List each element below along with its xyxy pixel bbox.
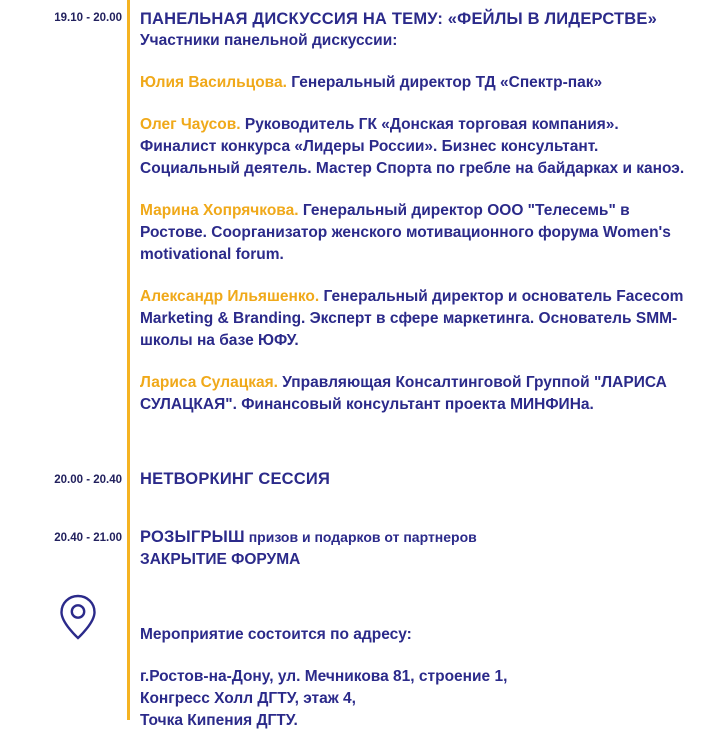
participant-5 — [140, 372, 688, 416]
panel-subtitle: Участники панельной дискуссии: — [140, 32, 398, 49]
participant-bio: Генеральный директор и основатель Facecom Marketing & Branding. Эксперт в сфере маркетинга. Основатель SMM-школы на базе ЮФУ. — [140, 288, 684, 349]
participant-name: Юлия Васильцова. — [140, 74, 287, 91]
location-pin-icon — [58, 594, 98, 640]
time-networking: 20.00 - 20.40 — [54, 474, 122, 486]
participant-3 — [140, 200, 688, 266]
venue-line-1: г.Ростов-на-Дону, ул. Мечникова 81, строение 1, — [140, 668, 508, 685]
time-panel: 19.10 - 20.00 — [54, 12, 122, 24]
participant-1 — [140, 72, 688, 94]
participant-bio: Руководитель ГК «Донская торговая компания». Финалист конкурса «Лидеры России». Бизнес консультант. Социальный деятель. Мастер Спорта по гребле на байдарках и каноэ. — [140, 116, 685, 177]
participant-name: Олег Чаусов. — [140, 116, 241, 133]
participant-4 — [140, 286, 688, 352]
participant-2 — [140, 114, 688, 180]
closing-line-1 — [140, 526, 688, 549]
participant-name: Марина Хопрячкова. — [140, 202, 299, 219]
venue-line-3: Точка Кипения ДГТУ. — [140, 712, 298, 729]
time-closing: 20.40 - 21.00 — [54, 532, 122, 544]
closing-line-2: ЗАКРЫТИЕ ФОРУМА — [140, 551, 301, 568]
venue-heading: Мероприятие состоится по адресу: — [140, 626, 412, 643]
networking-title: НЕТВОРКИНГ СЕССИЯ — [140, 470, 330, 488]
venue-section — [140, 624, 688, 732]
participant-bio: Управляющая Консалтинговой Группой "ЛАРИСА СУЛАЦКАЯ". Финансовый консультант проекта МИНФИНа. — [140, 374, 667, 413]
raffle-label: РОЗЫГРЫШ — [140, 528, 245, 546]
participant-bio: Генеральный директор ООО "Телесемь" в Ростове. Соорганизатор женского мотивационного форума Women's motivational forum. — [140, 202, 671, 263]
participant-name: Лариса Сулацкая. — [140, 374, 278, 391]
venue-line-2: Конгресс Холл ДГТУ, этаж 4, — [140, 690, 356, 707]
participant-bio: Генеральный директор ТД «Спектр-пак» — [286, 74, 603, 91]
participant-name: Александр Ильяшенко. — [140, 288, 320, 305]
timeline-divider — [127, 0, 130, 720]
panel-title: ПАНЕЛЬНАЯ ДИСКУССИЯ НА ТЕМУ: «ФЕЙЛЫ В ЛИДЕРСТВЕ» — [140, 10, 658, 28]
networking-section — [140, 468, 688, 490]
panel-section — [140, 8, 688, 416]
raffle-text: призов и подарков от партнеров — [244, 529, 477, 545]
closing-section — [140, 526, 688, 571]
